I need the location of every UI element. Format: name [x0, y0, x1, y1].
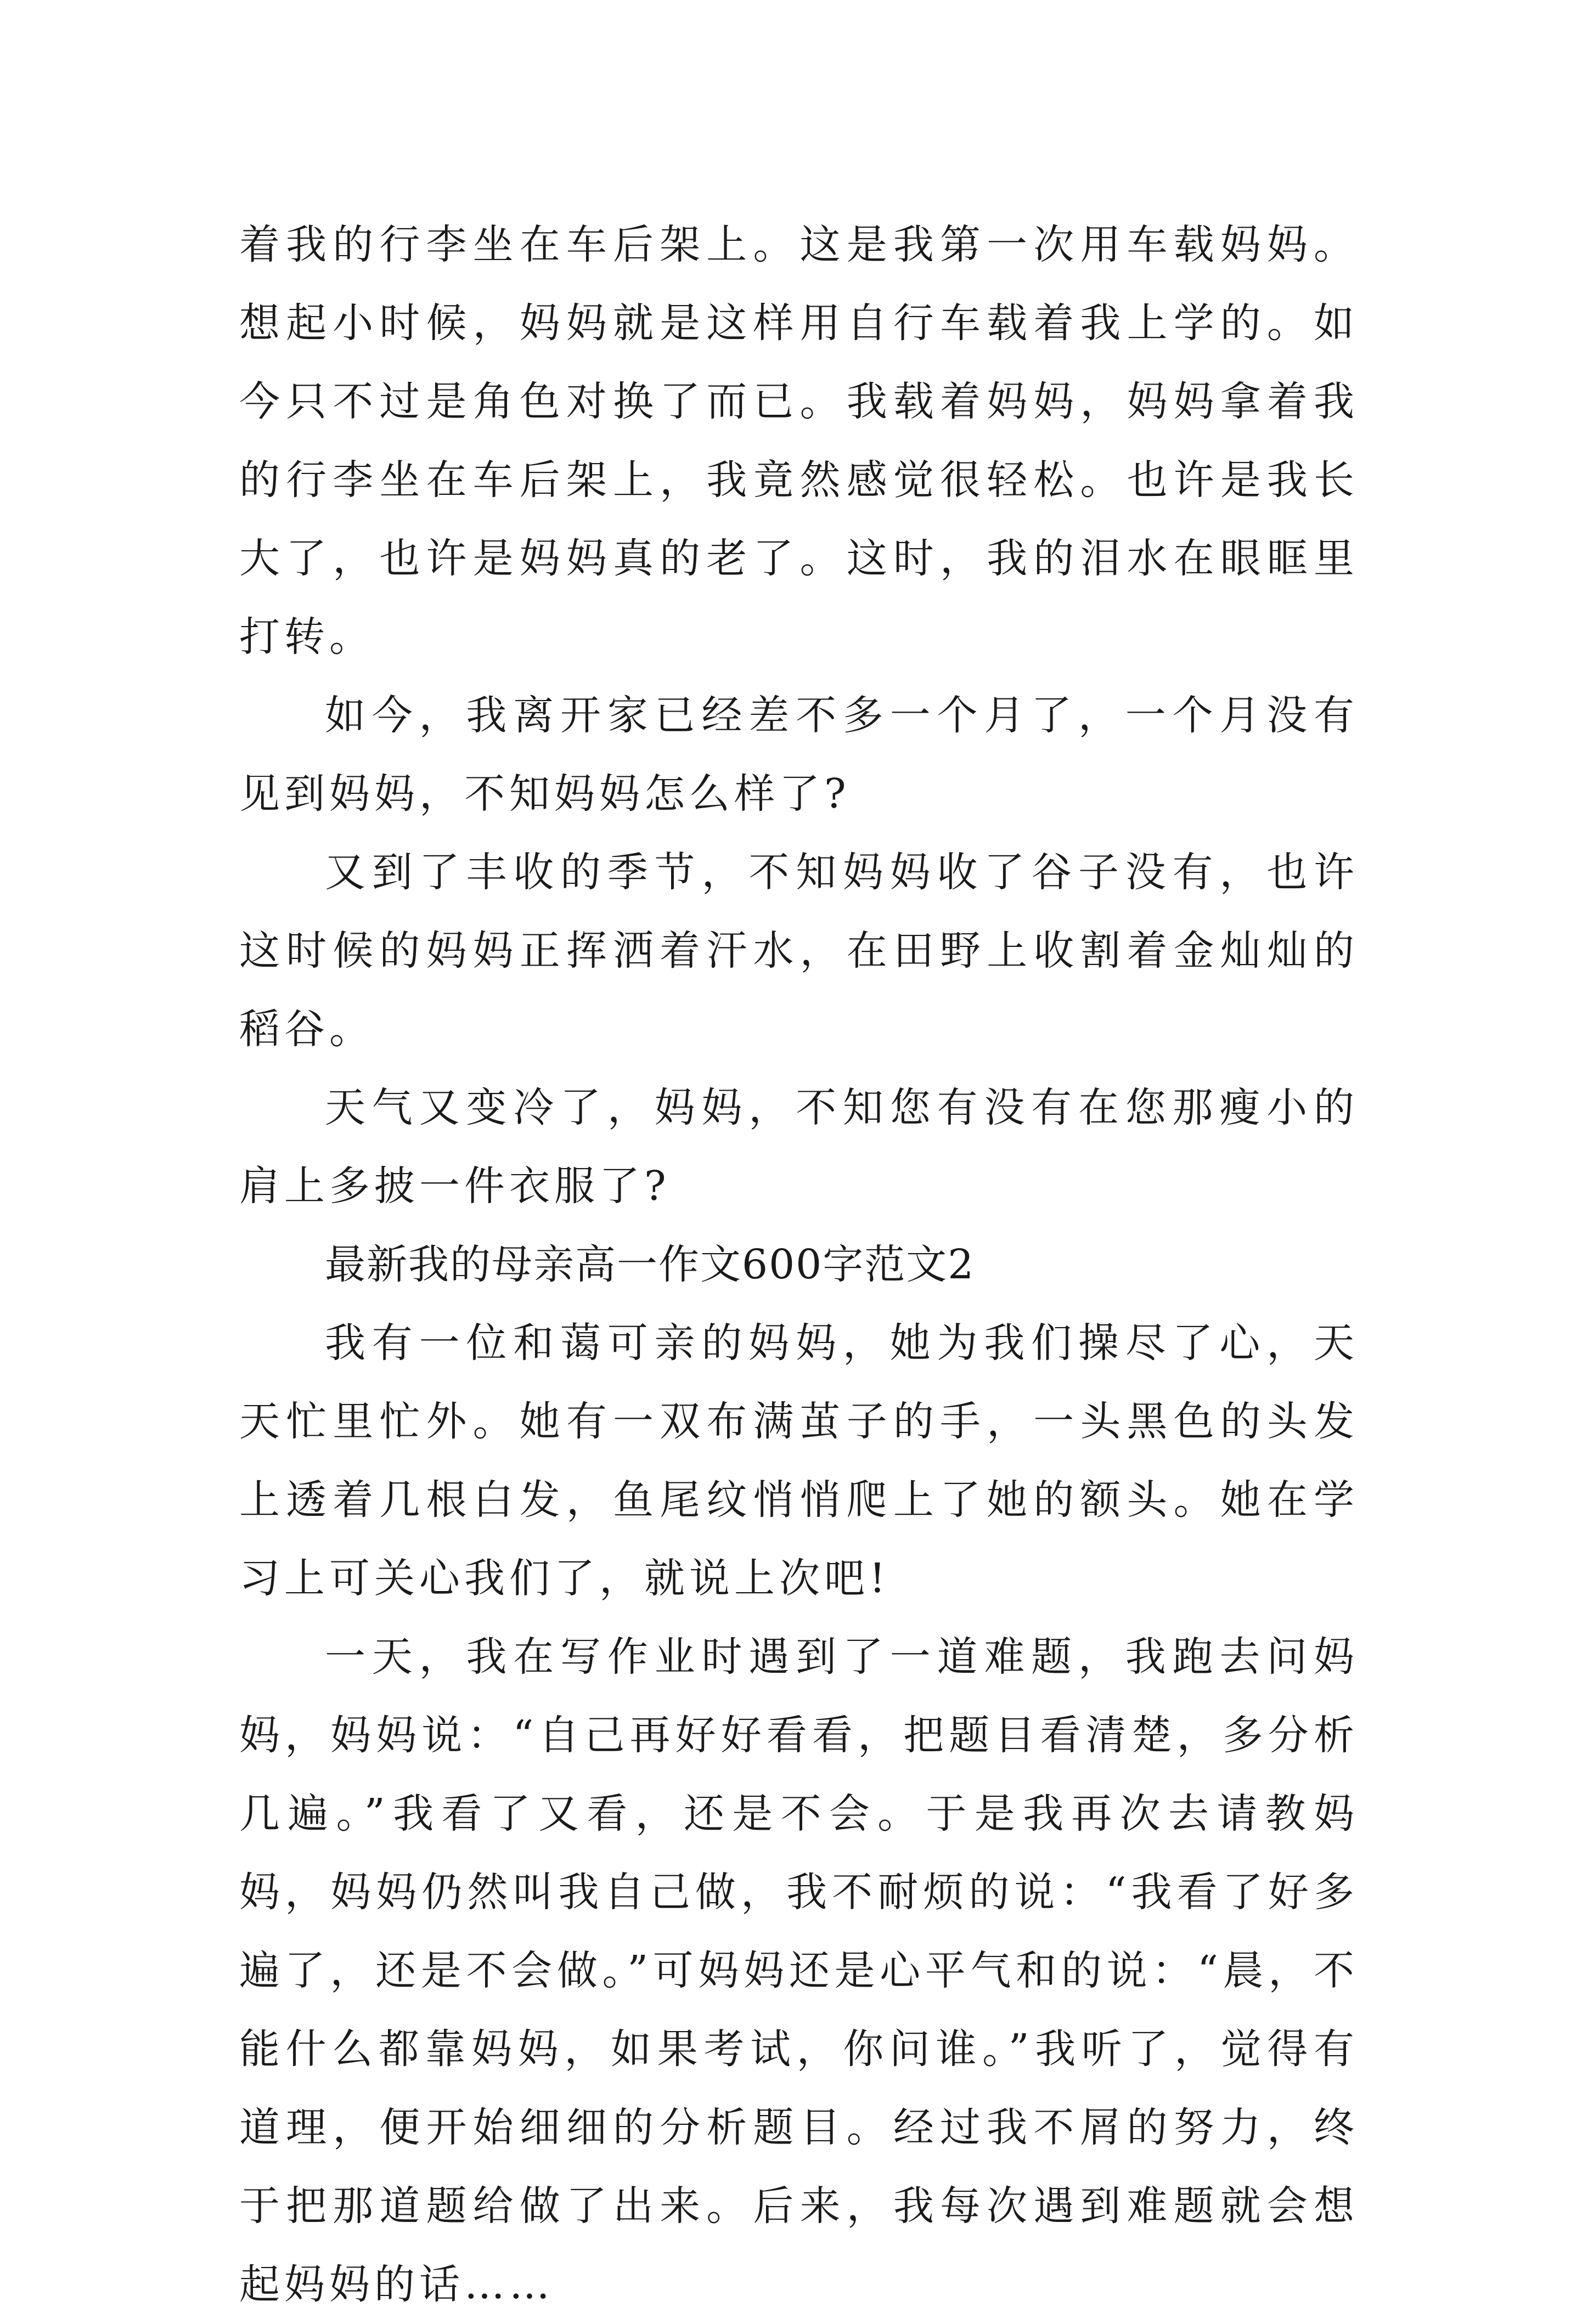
section-heading: 最新我的母亲高一作文600字范文2 [325, 1241, 975, 1288]
paragraph-continuation: 着我的行李坐在车后架上。这是我第一次用车载妈妈。想起小时候，妈妈就是这样用自行车载着我上学的。如今只不过是角色对换了而已。我载着妈妈，妈妈拿着我的行李坐在车后架上，我竟然感觉很轻松。也许是我长大了，也许是妈妈真的老了。这时，我的泪水在眼眶里打转。 [239, 221, 1359, 661]
paragraph: 一天，我在写作业时遇到了一道难题，我跑去问妈妈，妈妈说：“自己再好好看看，把题目看清楚，多分析几遍。”我看了又看，还是不会。于是我再次去请教妈妈，妈妈仍然叫我自己做，我不耐烦的说：“我看了好多遍了，还是不会做。”可妈妈还是心平气和的说：“晨，不能什么都靠妈妈，如果考试，你问谁。”我听了，觉得有道理，便开始细细的分析题目。经过我不屑的努力，终于把那道题给做了出来。后来，我每次遇到难题就会想起妈妈的话…… [239, 1633, 1359, 2308]
paragraph: 如今，我离开家已经差不多一个月了，一个月没有见到妈妈，不知妈妈怎么样了? [239, 692, 1359, 817]
paragraph: 又到了丰收的季节，不知妈妈收了谷子没有，也许这时候的妈妈正挥洒着汗水，在田野上收割着金灿灿的稻谷。 [239, 849, 1359, 1053]
document-body [239, 206, 1359, 2324]
paragraph: 我有一位和蔼可亲的妈妈，她为我们操尽了心，天天忙里忙外。她有一双布满茧子的手，一头黑色的头发上透着几根白发，鱼尾纹悄悄爬上了她的额头。她在学习上可关心我们了，就说上次吧! [239, 1319, 1359, 1602]
paragraph: 天气又变冷了，妈妈，不知您有没有在您那瘦小的肩上多披一件衣服了? [239, 1084, 1359, 1210]
